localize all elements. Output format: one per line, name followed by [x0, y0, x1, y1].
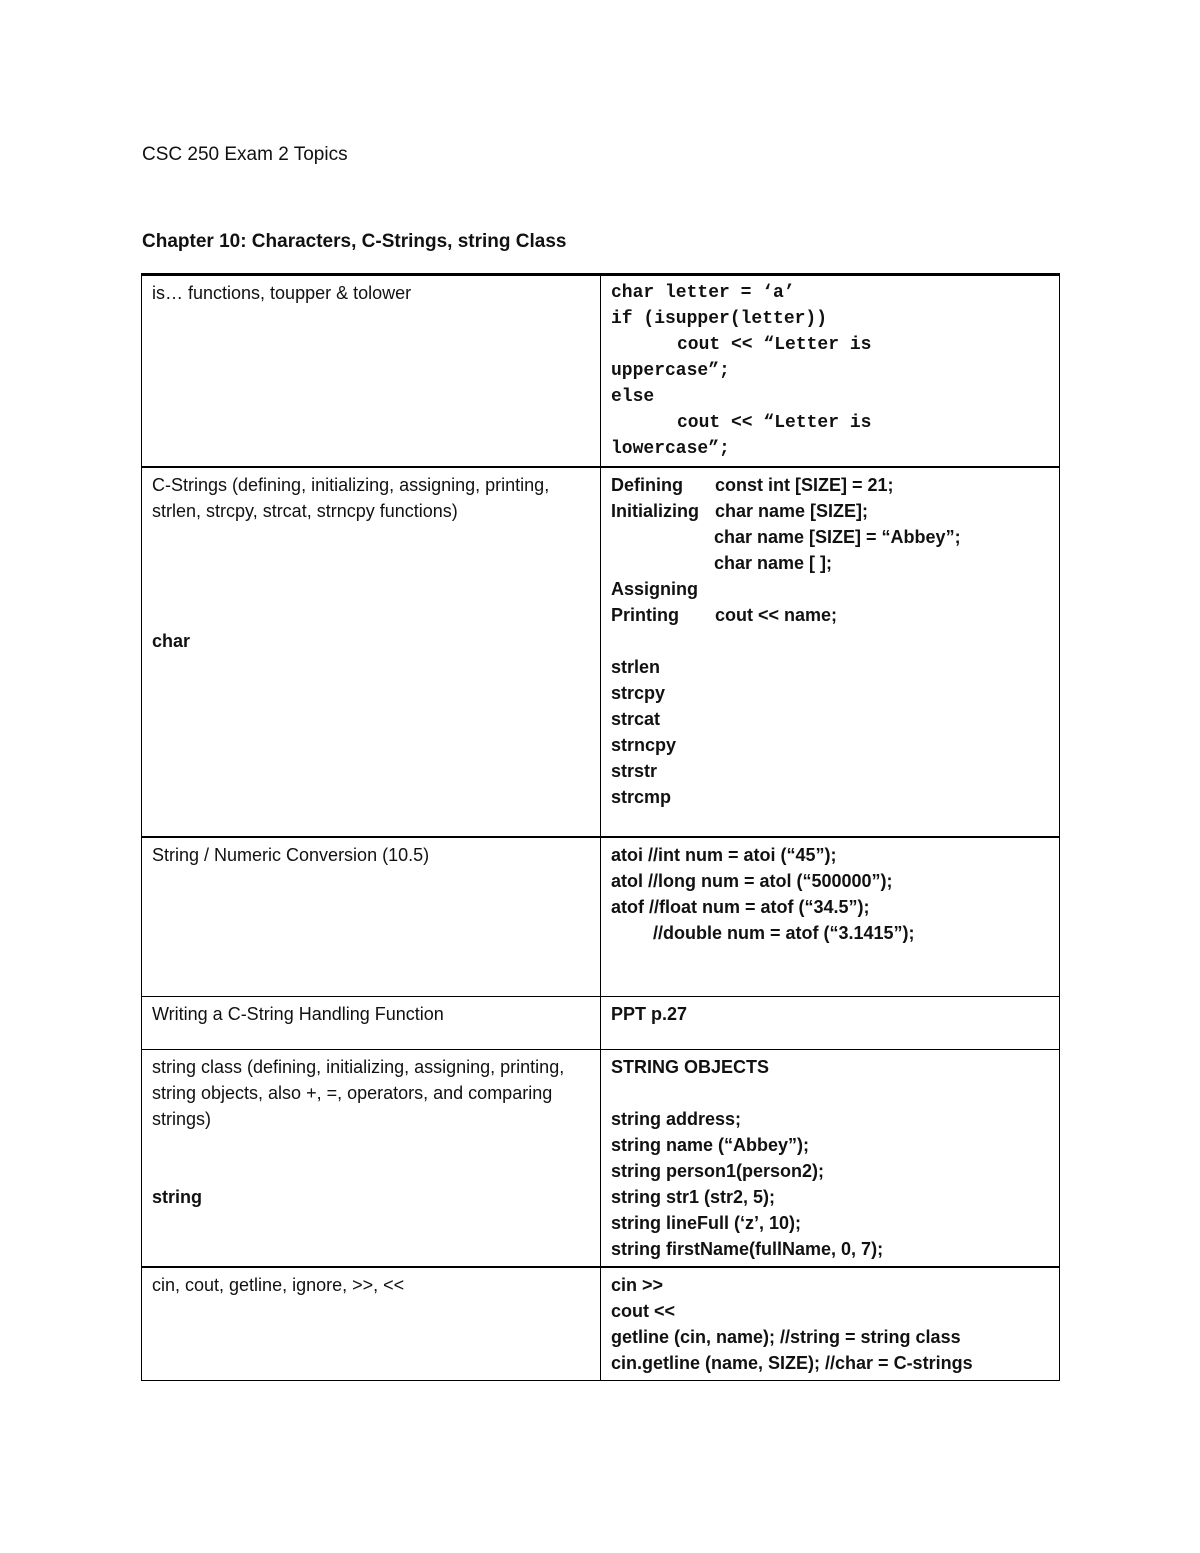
topic-cell: [142, 997, 601, 1050]
string-line: string person1(person2);: [611, 1161, 825, 1181]
string-line: string address;: [611, 1109, 742, 1129]
topic-text: cin, cout, getline, ignore, >>, <<: [152, 1275, 405, 1295]
code-line: if (isupper(letter)): [611, 309, 828, 329]
io-line: cout <<: [611, 1301, 676, 1321]
reference-text: PPT p.27: [611, 1004, 688, 1024]
code-line: lowercase”;: [611, 439, 730, 459]
conversion-line: //double num = atof (“3.1415”);: [653, 923, 915, 943]
function-name: strcat: [611, 709, 661, 729]
string-line: string lineFull (‘z’, 10);: [611, 1213, 802, 1233]
conversion-line: atof //float num = atof (“34.5”);: [611, 897, 870, 917]
sub-topic: char: [152, 631, 191, 651]
defining-label: Defining: [611, 475, 683, 495]
conversion-line: atol //long num = atol (“500000”);: [611, 871, 893, 891]
initializing-value: char name [ ];: [714, 553, 833, 573]
topic-cell: [142, 467, 601, 837]
initializing-value: char name [SIZE] = “Abbey”;: [714, 527, 961, 547]
topic-cell: [142, 1267, 601, 1381]
topic-cell: [142, 275, 601, 468]
topic-cell: [142, 837, 601, 997]
page-title: CSC 250 Exam 2 Topics: [142, 144, 348, 165]
printing-value: cout << name;: [715, 605, 838, 625]
code-line: cout << “Letter is: [677, 335, 872, 355]
table-row: [142, 837, 1060, 997]
topic-text: string class (defining, initializing, assigning, printing, string objects, also +, =, operators, and comparing strings): [152, 1057, 565, 1129]
string-line: string name (“Abbey”);: [611, 1135, 810, 1155]
code-cell: [601, 1050, 1060, 1268]
function-name: strstr: [611, 761, 658, 781]
function-name: strlen: [611, 657, 661, 677]
code-line: uppercase”;: [611, 361, 730, 381]
section-heading: STRING OBJECTS: [611, 1057, 770, 1077]
table-row: [142, 275, 1060, 468]
code-line: else: [611, 387, 655, 407]
topics-table: [141, 273, 1060, 1381]
initializing-value: char name [SIZE];: [715, 501, 869, 521]
string-line: string str1 (str2, 5);: [611, 1187, 776, 1207]
code-cell: [601, 1267, 1060, 1381]
topic-cell: [142, 1050, 601, 1268]
sub-topic: string: [152, 1187, 203, 1207]
code-cell: [601, 837, 1060, 997]
table-row: [142, 1050, 1060, 1268]
code-line: cout << “Letter is: [677, 413, 872, 433]
chapter-heading: Chapter 10: Characters, C-Strings, string Class: [142, 231, 567, 252]
function-name: strcmp: [611, 787, 672, 807]
conversion-line: atoi //int num = atoi (“45”);: [611, 845, 837, 865]
topic-text: Writing a C-String Handling Function: [152, 1004, 444, 1024]
topic-text: C-Strings (defining, initializing, assigning, printing, strlen, strcpy, strcat, strncpy functions): [152, 475, 550, 521]
function-name: strcpy: [611, 683, 666, 703]
table-row: [142, 997, 1060, 1050]
defining-value: const int [SIZE] = 21;: [715, 475, 894, 495]
topic-text: is… functions, toupper & tolower: [152, 283, 412, 303]
topic-text: String / Numeric Conversion (10.5): [152, 845, 430, 865]
table-row: [142, 467, 1060, 837]
io-line: cin.getline (name, SIZE); //char = C-strings: [611, 1353, 973, 1373]
printing-label: Printing: [611, 605, 679, 625]
table-row: [142, 1267, 1060, 1381]
code-line: char letter = ‘a’: [611, 283, 795, 303]
code-cell: [601, 275, 1060, 468]
initializing-label: Initializing: [611, 501, 699, 521]
code-cell: [601, 997, 1060, 1050]
io-line: getline (cin, name); //string = string class: [611, 1327, 961, 1347]
io-line: cin >>: [611, 1275, 664, 1295]
assigning-label: Assigning: [611, 579, 699, 599]
code-cell: [601, 467, 1060, 837]
string-line: string firstName(fullName, 0, 7);: [611, 1239, 884, 1259]
function-name: strncpy: [611, 735, 677, 755]
